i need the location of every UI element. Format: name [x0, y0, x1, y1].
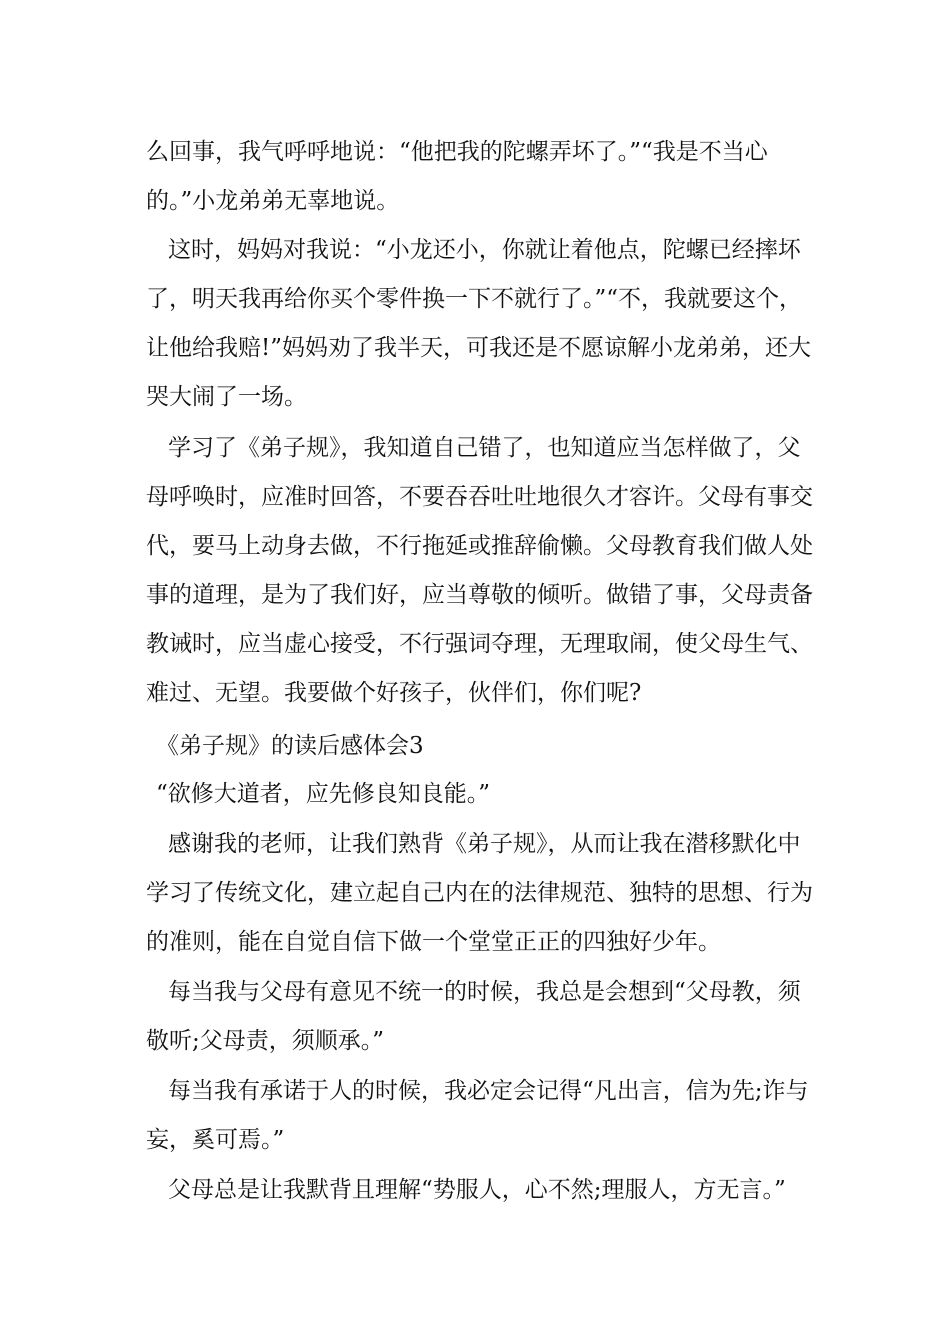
text-line: 让他给我赔!”妈妈劝了我半天，可我还是不愿谅解小龙弟弟，还大 — [146, 335, 812, 361]
text-line: 的准则，能在自觉自信下做一个堂堂正正的四独好少年。 — [146, 929, 721, 955]
text-line: 每当我有承诺于人的时候，我必定会记得“凡出言，信为先;诈与 — [168, 1078, 809, 1104]
text-line: 哭大闹了一场。 — [146, 384, 307, 410]
section-heading: 《弟子规》的读后感体会3 — [156, 733, 424, 759]
text-line: 学习了传统文化，建立起自己内在的法律规范、独特的思想、行为 — [146, 880, 813, 906]
text-line: 母呼唤时，应准时回答，不要吞吞吐吐地很久才容许。父母有事交 — [146, 484, 813, 510]
text-line: 代，要马上动身去做，不行拖延或推辞偷懒。父母教育我们做人处 — [146, 533, 813, 559]
text-line: 学习了《弟子规》，我知道自己错了，也知道应当怎样做了，父 — [168, 435, 801, 461]
text-line: 这时，妈妈对我说：“小龙还小，你就让着他点，陀螺已经摔坏 — [168, 237, 801, 263]
text-line: 感谢我的老师，让我们熟背《弟子规》，从而让我在潜移默化中 — [168, 831, 801, 857]
text-line: 难过、无望。我要做个好孩子，伙伴们，你们呢? — [146, 680, 642, 706]
quote-line: “欲修大道者，应先修良知良能。” — [156, 781, 491, 807]
text-line: 敬听;父母责，须顺承。” — [146, 1028, 385, 1054]
text-line: 妄，奚可焉。” — [146, 1127, 285, 1153]
text-line: 了，明天我再给你买个零件换一下不就行了。”“不，我就要这个， — [146, 286, 803, 312]
text-line: 么回事，我气呼呼地说：“他把我的陀螺弄坏了。”“我是不当心 — [146, 139, 768, 165]
text-line: 每当我与父母有意见不统一的时候，我总是会想到“父母教，须 — [168, 979, 801, 1005]
text-line: 教诫时，应当虚心接受，不行强词夺理，无理取闹，使父母生气、 — [146, 631, 813, 657]
text-line: 事的道理，是为了我们好，应当尊敬的倾听。做错了事，父母责备 — [146, 582, 813, 608]
text-line: 父母总是让我默背且理解“势服人，心不然;理服人，方无言。” — [168, 1177, 786, 1203]
text-line: 的。”小龙弟弟无辜地说。 — [146, 188, 400, 214]
